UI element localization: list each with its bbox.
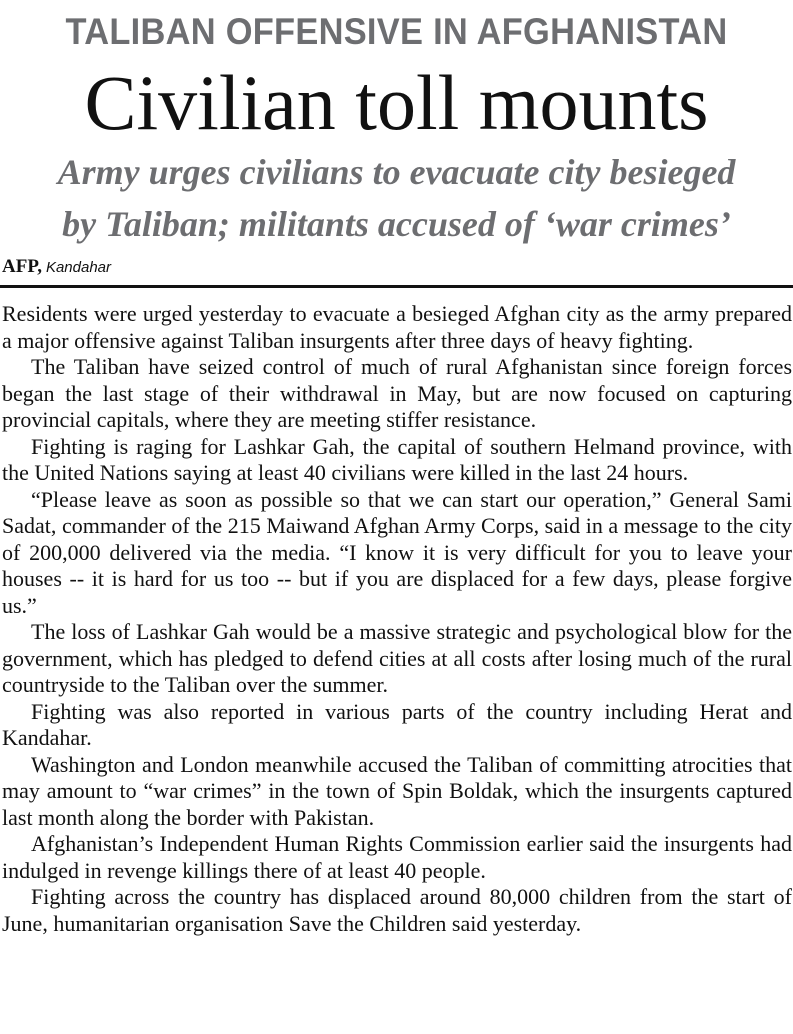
subheadline-line-2: by Taliban; militants accused of ‘war crimes’	[62, 204, 731, 244]
article-paragraph: Fighting was also reported in various parts of the country including Herat and Kandahar.	[2, 698, 792, 750]
article-paragraph: Afghanistan’s Independent Human Rights Commission earlier said the insurgents had indulged in revenge killings there of at least 40 people.	[2, 831, 792, 883]
article-paragraph: Washington and London meanwhile accused the Taliban of committing atrocities that may amount to “war crimes” in the town of Spin Boldak, which the insurgents captured last month along the border with Pakistan.	[2, 751, 792, 830]
article-paragraph: The Taliban have seized control of much of rural Afghanistan since foreign forces began the last stage of their withdrawal in May, but are now focused on capturing provincial capitals, where they are meeting stiffer resistance.	[2, 354, 792, 432]
byline	[2, 256, 111, 279]
article-paragraph: “Please leave as soon as possible so that we can start our operation,” General Sami Sadat, commander of the 215 Maiwand Afghan Army Corps, said in a message to the city of 200,000 delivered via the media. “I know it is very difficult for you to leave your houses -- it is hard for us too -- but if you are displaced for a few days, please forgive us.”	[2, 486, 792, 618]
subheadline	[0, 146, 793, 250]
byline-agency: AFP,	[2, 256, 42, 277]
byline-location: Kandahar	[45, 259, 112, 276]
headline: Civilian toll mounts	[84, 59, 709, 146]
article-paragraph: Residents were urged yesterday to evacuate a besieged Afghan city as the army prepared a major offensive against Taliban insurgents after three days of heavy fighting.	[2, 301, 792, 353]
subheadline-line-1: Army urges civilians to evacuate city besieged	[57, 152, 736, 192]
article-paragraph: The loss of Lashkar Gah would be a massive strategic and psychological blow for the government, which has pledged to defend cities at all costs after losing much of the rural countryside to the Taliban over the summer.	[2, 619, 792, 697]
section-kicker: TALIBAN OFFENSIVE IN AFGHANISTAN	[65, 11, 728, 52]
article-body	[2, 301, 792, 937]
article-paragraph: Fighting across the country has displaced around 80,000 children from the start of June, humanitarian organisation Save the Children said yesterday.	[2, 884, 792, 936]
header-divider	[0, 285, 793, 288]
article-paragraph: Fighting is raging for Lashkar Gah, the capital of southern Helmand province, with the United Nations saying at least 40 civilians were killed in the last 24 hours.	[2, 433, 792, 485]
